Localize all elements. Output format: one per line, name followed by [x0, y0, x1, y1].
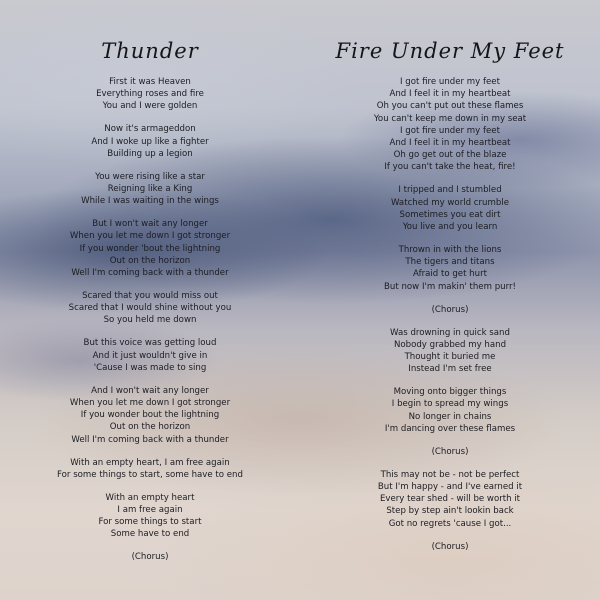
lyric-line: While I was waiting in the wings	[81, 196, 219, 207]
lyric-line: Thrown in with the lions	[398, 245, 502, 256]
lyric-line: But I won't wait any longer	[92, 219, 208, 230]
lyric-stanza	[300, 541, 600, 553]
lyric-line: But I'm happy - and I've earned it	[377, 482, 523, 493]
lyric-stanza	[0, 218, 300, 279]
lyric-line: 'Cause I was made to sing	[93, 362, 207, 373]
lyric-line: (Chorus)	[431, 446, 469, 457]
lyric-stanza	[0, 76, 300, 113]
lyric-line: With an empty heart, I am free again	[70, 457, 230, 468]
lyric-line: Instead I'm set free	[408, 364, 492, 375]
lyric-line: But now I'm makin' them purr!	[384, 281, 516, 292]
lyric-line: I begin to spread my wings	[391, 399, 509, 410]
lyric-line: This may not be - not be perfect	[380, 469, 520, 480]
lyric-line: But this voice was getting loud	[83, 338, 217, 349]
lyric-stanza	[0, 385, 300, 446]
song-column-thunder	[0, 30, 300, 574]
lyric-line: Building up a legion	[107, 148, 193, 159]
lyric-line: And it just wouldn't give in	[92, 350, 208, 361]
lyric-stanza	[300, 469, 600, 530]
lyric-line: Well I'm coming back with a thunder	[71, 268, 229, 279]
lyric-line: Sometimes you eat dirt	[399, 209, 501, 220]
song-title: Thunder	[101, 39, 199, 63]
lyric-stanza	[300, 184, 600, 233]
lyric-stanza	[0, 551, 300, 563]
song-title: Fire Under My Feet	[335, 39, 565, 63]
lyric-line: No longer in chains	[408, 411, 492, 422]
lyric-line: Oh you can't put out these flames	[376, 101, 524, 112]
lyric-stanza	[0, 123, 300, 160]
lyric-stanza	[300, 76, 600, 174]
lyric-stanza	[300, 327, 600, 376]
lyric-line: I tripped and I stumbled	[398, 185, 502, 196]
lyric-line: Was drowning in quick sand	[390, 327, 510, 338]
lyric-line: I'm dancing over these flames	[384, 423, 516, 434]
lyric-line: Reigning like a King	[107, 184, 193, 195]
lyric-line: And I feel it in my heartbeat	[389, 89, 511, 100]
lyric-line: When you let me down I got stronger	[69, 398, 231, 409]
lyric-line: Nobody grabbed my hand	[393, 339, 507, 350]
lyric-line: Oh go get out of the blaze	[393, 150, 507, 161]
lyric-stanza	[300, 244, 600, 293]
lyric-line: I got fire under my feet	[400, 77, 500, 87]
lyric-line: (Chorus)	[431, 304, 469, 315]
lyric-line: Out on the horizon	[109, 422, 191, 433]
lyric-line: The tigers and titans	[405, 257, 495, 268]
lyric-line: And I feel it in my heartbeat	[389, 138, 511, 149]
lyric-line: Step by step ain't lookin back	[386, 506, 514, 517]
lyric-line: If you wonder 'bout the lightning	[79, 243, 221, 254]
lyric-line: And I woke up like a fighter	[91, 136, 209, 147]
lyric-line: Afraid to get hurt	[413, 269, 487, 280]
lyric-line: For some things to start	[98, 517, 202, 528]
lyric-line: You live and you learn	[402, 222, 498, 233]
lyric-stanza	[0, 290, 300, 327]
lyric-line: Every tear shed - will be worth it	[379, 494, 521, 505]
lyric-line: When you let me down I got stronger	[69, 231, 231, 242]
lyric-line: Some have to end	[110, 529, 190, 540]
lyric-line: You can't keep me down in my seat	[373, 113, 527, 124]
lyric-stanza	[0, 171, 300, 208]
lyric-line: (Chorus)	[431, 541, 469, 552]
lyric-line: (Chorus)	[131, 552, 169, 563]
song-lyrics	[300, 76, 600, 553]
lyric-line: You and I were golden	[102, 101, 198, 112]
lyric-stanza	[0, 492, 300, 541]
lyric-line: If you can't take the heat, fire!	[384, 162, 516, 173]
lyric-line: For some things to start, some have to end	[57, 469, 243, 480]
lyric-line: I got fire under my feet	[400, 125, 500, 136]
lyric-line: Watched my world crumble	[390, 197, 510, 208]
lyric-line: You were rising like a star	[95, 171, 205, 182]
lyric-line: First it was Heaven	[109, 77, 191, 87]
lyric-stanza	[300, 304, 600, 316]
lyric-stanza	[0, 457, 300, 481]
lyric-line: Out on the horizon	[109, 255, 191, 266]
lyric-line: With an empty heart	[105, 492, 195, 503]
lyric-line: I am free again	[117, 505, 183, 516]
lyric-stanza	[0, 337, 300, 374]
lyric-line: Moving onto bigger things	[393, 387, 507, 398]
lyric-line: Got no regrets 'cause I got...	[388, 518, 512, 529]
song-column-fire-under-my-feet	[300, 30, 600, 564]
lyric-line: Well I'm coming back with a thunder	[71, 434, 229, 445]
lyric-line: Scared that you would miss out	[82, 291, 218, 302]
song-lyrics	[0, 76, 300, 564]
lyric-line: Everything roses and fire	[96, 89, 204, 100]
lyric-line: Thought it buried me	[404, 352, 496, 363]
lyric-stanza	[300, 446, 600, 458]
lyric-line: Scared that I would shine without you	[68, 303, 232, 314]
lyric-stanza	[300, 386, 600, 435]
lyric-line: So you held me down	[103, 315, 197, 326]
lyric-line: And I won't wait any longer	[91, 385, 209, 396]
lyric-line: If you wonder bout the lightning	[80, 410, 220, 421]
lyric-line: Now it's armageddon	[104, 124, 196, 135]
